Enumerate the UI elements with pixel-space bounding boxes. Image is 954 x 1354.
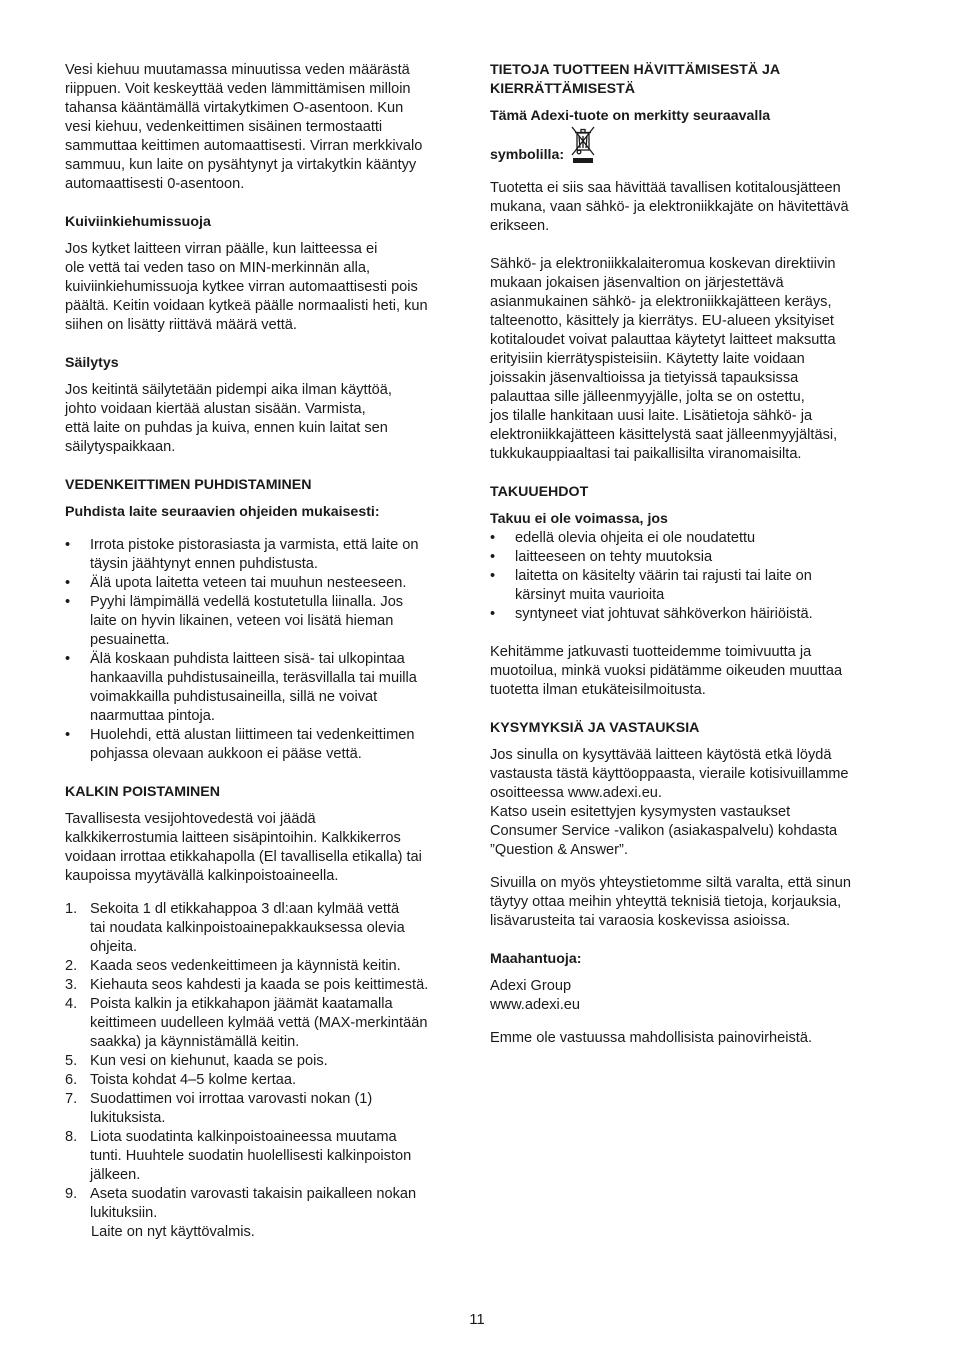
importer-website: www.adexi.eu — [490, 997, 581, 1013]
list-item: • edellä olevia ohjeita ei ole noudatettu — [490, 529, 890, 548]
left-column — [65, 61, 465, 1242]
list-item — [65, 1090, 465, 1128]
list-item — [65, 957, 465, 976]
step-text: Kiehauta seos kahdesti ja kaada se pois keittimestä. — [90, 977, 429, 993]
descaling-steps — [65, 900, 465, 1223]
disposal-marked-line: Tämä Adexi-tuote on merkitty seuraavalla — [490, 108, 771, 124]
step-number: 2. — [65, 958, 78, 974]
step-number: 3. — [65, 977, 78, 993]
cleaning-subheading: Puhdista laite seuraavien ohjeiden mukaisesti: — [65, 504, 380, 520]
list-item — [65, 1052, 465, 1071]
step-text: Suodattimen voi irrottaa varovasti nokan (1) lukituksista. — [90, 1091, 373, 1126]
step-text: Kaada seos vedenkeittimeen ja käynnistä keitin. — [90, 958, 401, 974]
symbol-label: symbolilla: — [490, 147, 565, 163]
cleaning-heading: VEDENKEITTIMEN PUHDISTAMINEN — [65, 477, 312, 493]
step-text: Liota suodatinta kalkinpoistoaineessa muutama tunti. Huuhtele suodatin huolellisesti kalkinpoiston jälkeen. — [90, 1129, 412, 1183]
list-item: • syntyneet viat johtuvat sähköverkon häiriöistä. — [490, 605, 890, 624]
step-number: 9. — [65, 1186, 78, 1202]
list-item: • Älä koskaan puhdista laitteen sisä- tai ulkopintaa hankaavilla puhdistusaineilla, teräsvillalla tai muilla voimakkailla puhdistusaineilla, sillä ne voivat naarmuttaa pintoja. — [65, 650, 465, 726]
list-item: • Pyyhi lämpimällä vedellä kostutetulla liinalla. Jos laite on hyvin likainen, veteen voi lisätä hieman pesuainetta. — [65, 593, 465, 650]
faq-paragraph: Jos sinulla on kysyttävää laitteen käytöstä etkä löydä vastausta tästä käyttöoppaasta, vieraile kotisivuillamme osoitteessa www.adexi.eu. Katso usein esitettyjen kysymysten vastaukset Consumer Service -valikon (asiakaspalvelu) kohdasta ”Question & Answer”. — [490, 747, 849, 858]
list-item — [65, 995, 465, 1052]
storage-paragraph: Jos keitintä säilytetään pidempi aika ilman käyttöä, johto voidaan kiertää alustan sisään. Varmista, että laite on puhdas ja kuiva, ennen kuin laitat sen säilytyspaikkaan. — [65, 382, 392, 455]
cleaning-list — [65, 536, 465, 764]
ready-note: Laite on nyt käyttövalmis. — [91, 1224, 255, 1240]
step-number: 5. — [65, 1053, 78, 1069]
list-item: • Huolehdi, että alustan liittimeen tai vedenkeittimen pohjassa olevaan aukkoon ei pääse vettä. — [65, 726, 465, 764]
disclaimer: Emme ole vastuussa mahdollisista painovirheistä. — [490, 1030, 813, 1046]
step-number: 7. — [65, 1091, 78, 1107]
step-number: 1. — [65, 901, 78, 917]
crossed-out-wheelie-bin-icon — [570, 126, 596, 164]
disposal-heading: TIETOJA TUOTTEEN HÄVITTÄMISESTÄ JA KIERRÄTTÄMISESTÄ — [490, 62, 781, 97]
warranty-subheading: Takuu ei ole voimassa, jos — [490, 511, 668, 527]
symbol-row — [490, 126, 890, 165]
list-item — [65, 1128, 465, 1185]
list-item — [65, 976, 465, 995]
list-item: • laitetta on käsitelty väärin tai rajusti tai laite on kärsinyt muita vaurioita — [490, 567, 890, 605]
descaling-paragraph: Tavallisesta vesijohtovedestä voi jäädä kalkkikerrostumia laitteen sisäpintoihin. Kalkkikerros voidaan irrottaa etikkahapolla (El tavallisella etikalla) tai kaupoissa myytävällä kalkinpoistoaineella. — [65, 811, 422, 884]
importer-heading: Maahantuoja: — [490, 951, 582, 967]
list-item — [65, 900, 465, 957]
disposal-paragraph-1: Tuotetta ei siis saa hävittää tavallisen kotitalousjätteen mukana, vaan sähkö- ja elektroniikkajäte on hävitettävä erikseen. — [490, 180, 849, 234]
step-text: Aseta suodatin varovasti takaisin paikalleen nokan lukituksiin. — [90, 1186, 417, 1221]
step-text: Toista kohdat 4–5 kolme kertaa. — [90, 1072, 297, 1088]
dry-boil-heading: Kuiviinkiehumissuoja — [65, 214, 211, 230]
step-text: Sekoita 1 dl etikkahappoa 3 dl:aan kylmää vettä tai noudata kalkinpoistoainepakkauksessa olevia ohjeita. — [90, 901, 405, 955]
intro-paragraph: Vesi kiehuu muutamassa minuutissa veden määrästä riippuen. Voit keskeyttää veden lämmittämisen milloin tahansa kääntämällä virtakytkimen O-asentoon. Kun vesi kiehuu, vedenkeittimen sisäinen termostaatti sammuttaa keittimen automaattisesti. Virran merkkivalo sammuu, kun laite on pysähtynyt ja virtakytkin kääntyy automaattisesti 0-asentoon. — [65, 62, 423, 192]
step-text: Poista kalkin ja etikkahapon jäämät kaatamalla keittimeen uudelleen kylmää vettä (MAX-merkintään saakka) ja käynnistämällä keitin. — [90, 996, 428, 1050]
list-item — [65, 1071, 465, 1090]
storage-heading: Säilytys — [65, 355, 119, 371]
list-item: • Älä upota laitetta veteen tai muuhun nesteeseen. — [65, 574, 465, 593]
right-column — [490, 61, 890, 1048]
faq-paragraph-2: Sivuilla on myös yhteystietomme siltä varalta, että sinun täytyy ottaa meihin yhteyttä teknisiä tietoja, korjauksia, lisävarusteita tai varaosia koskevissa asioissa. — [490, 875, 851, 929]
dry-boil-paragraph: Jos kytket laitteen virran päälle, kun laitteessa ei ole vettä tai veden taso on MIN-merkinnän alla, kuiviinkiehumissuoja kytkee virran automaattisesti pois päältä. Keitin voidaan kytkeä päälle normaalisti heti, kun siihen on lisätty riittävä määrä vettä. — [65, 241, 428, 333]
page-number: 11 — [469, 1311, 485, 1328]
step-number: 4. — [65, 996, 78, 1012]
list-item — [65, 1185, 465, 1223]
descaling-heading: KALKIN POISTAMINEN — [65, 784, 221, 800]
list-item: • Irrota pistoke pistorasiasta ja varmista, että laite on täysin jäähtynyt ennen puhdistusta. — [65, 536, 465, 574]
step-number: 8. — [65, 1129, 78, 1145]
warranty-heading: TAKUUEHDOT — [490, 484, 589, 500]
faq-heading: KYSYMYKSIÄ JA VASTAUKSIA — [490, 720, 700, 736]
step-text: Kun vesi on kiehunut, kaada se pois. — [90, 1053, 328, 1069]
list-item: • laitteeseen on tehty muutoksia — [490, 548, 890, 567]
warranty-paragraph: Kehitämme jatkuvasti tuotteidemme toimivuutta ja muotoilua, minkä vuoksi pidätämme oikeuden muuttaa tuotetta ilman etukäteisilmoitusta. — [490, 644, 843, 698]
disposal-paragraph-2: Sähkö- ja elektroniikkalaiteromua koskevan direktiivin mukaan jokaisen jäsenvaltion on järjestettävä asianmukainen sähkö- ja elektroniikkajätteen keräys, talteenotto, käsittely ja kierrätys. EU-alueen yksityiset kotitaloudet voivat palauttaa käytetyt laitteet maksutta erityisiin kierrätyspisteisiin. Käytetty laite voidaan joissakin jäsenvaltioissa ja tietyissä tapauksissa palauttaa sille jälleenmyyjälle, jolta se on ostettu, jos tilalle hankitaan uusi laite. Lisätietoja sähkö- ja elektroniikkajätteen käsittelystä saat jälleenmyyjältäsi, tukkukauppiaaltasi tai paikallisilta viranomaisilta. — [490, 256, 838, 462]
importer-name: Adexi Group — [490, 978, 572, 994]
warranty-list — [490, 529, 890, 624]
step-number: 6. — [65, 1072, 78, 1088]
